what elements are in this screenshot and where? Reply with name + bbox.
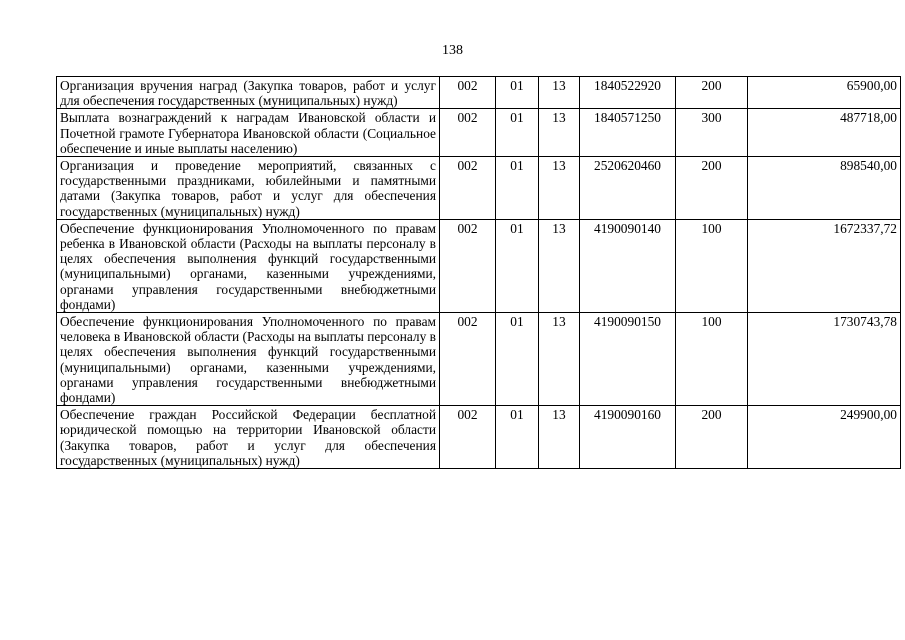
budget-table <box>56 76 901 469</box>
amount: 249900,00 <box>748 406 901 469</box>
expense-type-code: 200 <box>676 77 748 109</box>
section-code: 01 <box>496 219 539 312</box>
subsection-code: 13 <box>539 313 580 406</box>
ministry-code: 002 <box>440 77 496 109</box>
table-row <box>57 406 901 469</box>
target-article-code: 4190090150 <box>580 313 676 406</box>
row-description: Обеспечение функционирования Уполномоченного по правам ребенка в Ивановской области (Расходы на выплаты персоналу в целях обеспечения выполнения функций государственными (муниципальными) органами, казенными учреждениями, органами управления государственными внебюджетными фондами) <box>57 219 440 312</box>
ministry-code: 002 <box>440 313 496 406</box>
table-row <box>57 219 901 312</box>
target-article-code: 2520620460 <box>580 157 676 220</box>
target-article-code: 4190090140 <box>580 219 676 312</box>
section-code: 01 <box>496 313 539 406</box>
amount: 1672337,72 <box>748 219 901 312</box>
page-number: 138 <box>442 43 463 58</box>
table-row <box>57 313 901 406</box>
expense-type-code: 200 <box>676 157 748 220</box>
amount: 1730743,78 <box>748 313 901 406</box>
section-code: 01 <box>496 109 539 157</box>
subsection-code: 13 <box>539 77 580 109</box>
target-article-code: 1840571250 <box>580 109 676 157</box>
table-row <box>57 109 901 157</box>
row-description: Выплата вознаграждений к наградам Ивановской области и Почетной грамоте Губернатора Ивановской области (Социальное обеспечение и иные выплаты населению) <box>57 109 440 157</box>
section-code: 01 <box>496 77 539 109</box>
row-description: Организация и проведение мероприятий, связанных с государственными праздниками, юбилейными и памятными датами (Закупка товаров, работ и услуг для обеспечения государственных (муниципальных) нужд) <box>57 157 440 220</box>
row-description: Обеспечение граждан Российской Федерации бесплатной юридической помощью на территории Ивановской области (Закупка товаров, работ и услуг для обеспечения государственных (муниципальных) нужд) <box>57 406 440 469</box>
ministry-code: 002 <box>440 157 496 220</box>
row-description: Обеспечение функционирования Уполномоченного по правам человека в Ивановской области (Расходы на выплаты персоналу в целях обеспечения выполнения функций государственными (муниципальными) органами, казенными учреждениями, органами управления государственными внебюджетными фондами) <box>57 313 440 406</box>
table-row <box>57 157 901 220</box>
expense-type-code: 100 <box>676 219 748 312</box>
subsection-code: 13 <box>539 109 580 157</box>
target-article-code: 4190090160 <box>580 406 676 469</box>
amount: 898540,00 <box>748 157 901 220</box>
ministry-code: 002 <box>440 109 496 157</box>
expense-type-code: 200 <box>676 406 748 469</box>
expense-type-code: 300 <box>676 109 748 157</box>
subsection-code: 13 <box>539 219 580 312</box>
amount: 487718,00 <box>748 109 901 157</box>
subsection-code: 13 <box>539 157 580 220</box>
row-description: Организация вручения наград (Закупка товаров, работ и услуг для обеспечения государственных (муниципальных) нужд) <box>57 77 440 109</box>
expense-type-code: 100 <box>676 313 748 406</box>
ministry-code: 002 <box>440 406 496 469</box>
ministry-code: 002 <box>440 219 496 312</box>
section-code: 01 <box>496 406 539 469</box>
table-row <box>57 77 901 109</box>
amount: 65900,00 <box>748 77 901 109</box>
target-article-code: 1840522920 <box>580 77 676 109</box>
subsection-code: 13 <box>539 406 580 469</box>
section-code: 01 <box>496 157 539 220</box>
